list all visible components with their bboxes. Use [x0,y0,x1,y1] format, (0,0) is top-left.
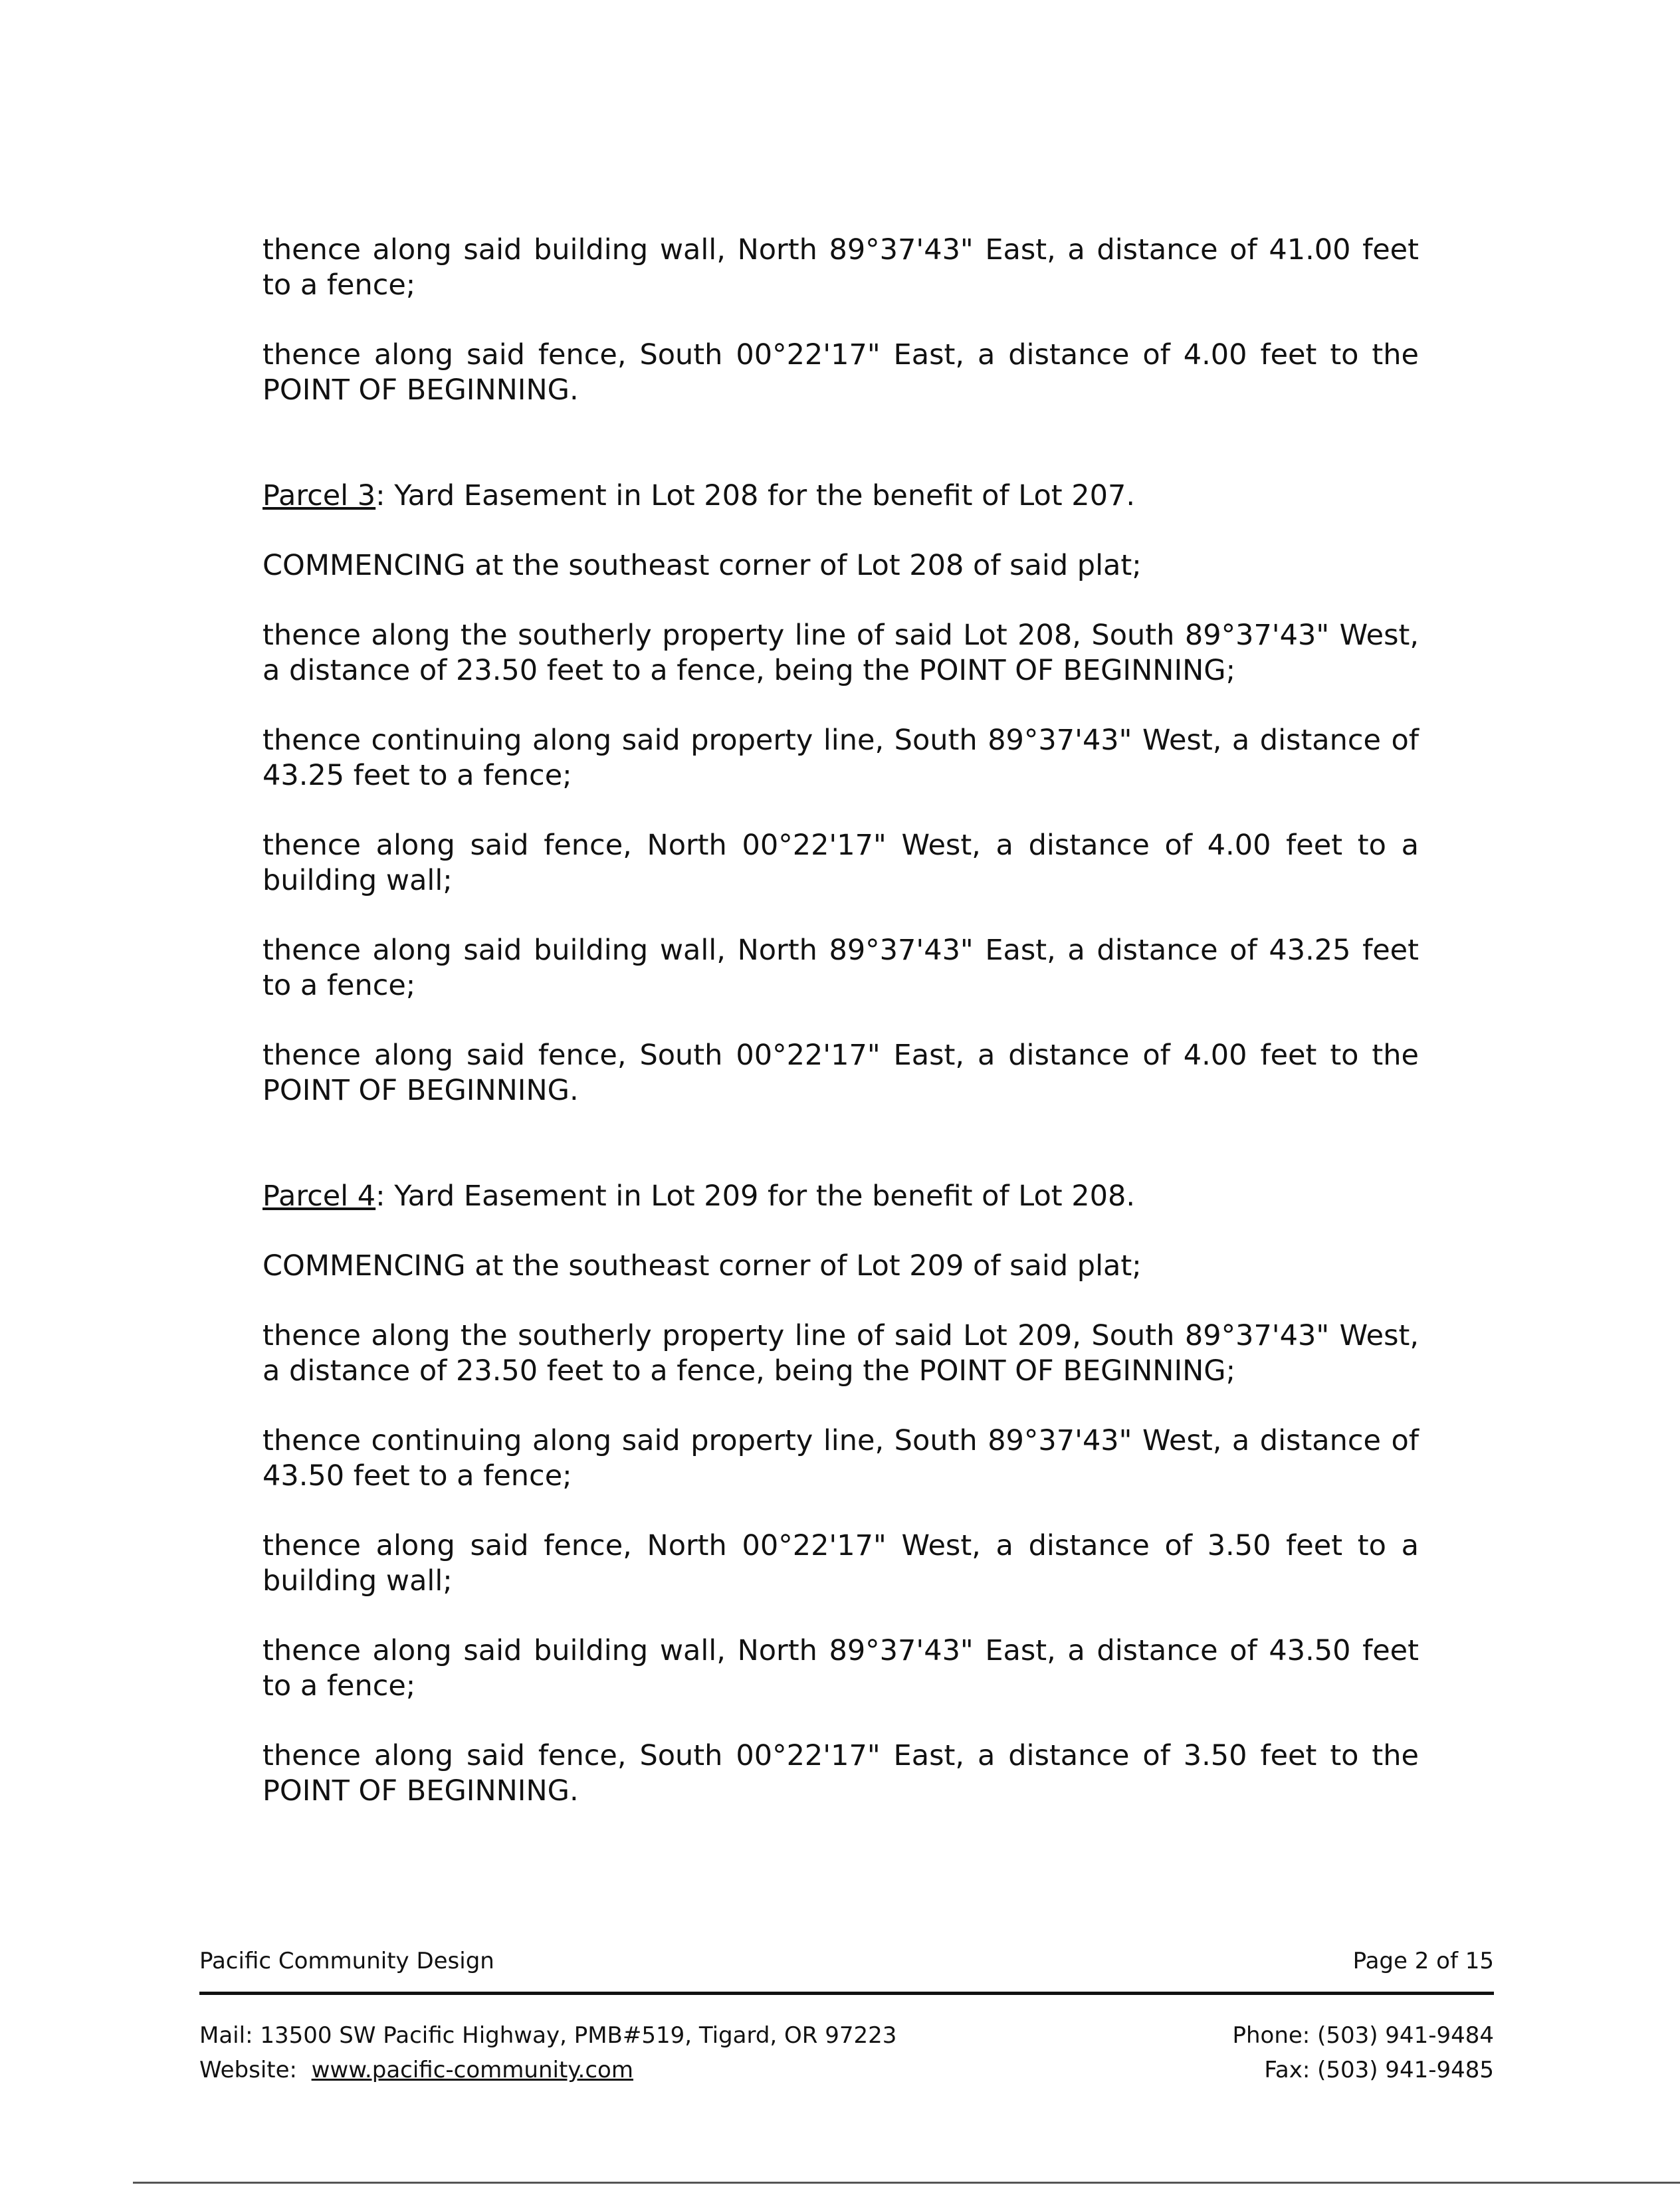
parcel-4-title: : Yard Easement in Lot 209 for the benefit of Lot 208. [375,1180,1136,1213]
paragraph: thence continuing along said property line, South 89°37'43" West, a distance of 43.25 feet to a fence; [262,724,1419,792]
parcel-3-heading [262,478,1419,514]
website-link[interactable]: www.pacific-community.com [311,2057,633,2083]
fax-number: Fax: (503) 941-9485 [1264,2057,1494,2083]
paragraph: COMMENCING at the southeast corner of Lot 209 of said plat; [262,1249,1142,1283]
page-edge-line [133,2182,1680,2184]
footer-right [1232,2018,1494,2087]
footer-divider [199,1992,1494,1995]
paragraph: thence along said building wall, North 89°37'43" East, a distance of 43.50 feet to a fence; [262,1634,1419,1703]
paragraph: thence along said fence, North 00°22'17" West, a distance of 4.00 feet to a building wall; [262,829,1419,897]
paragraph: thence along said building wall, North 89°37'43" East, a distance of 43.25 feet to a fence; [262,934,1419,1002]
footer-left [199,2018,896,2087]
parcel-4-label: Parcel 4 [262,1180,376,1213]
phone-number: Phone: (503) 941-9484 [1232,2022,1494,2049]
paragraph: thence along said fence, South 00°22'17" East, a distance of 4.00 feet to the POINT OF BEGINNING. [262,1039,1419,1107]
parcel-3-label: Parcel 3 [262,479,376,512]
document-body [262,233,1419,1809]
paragraph: thence along said building wall, North 89°37'43" East, a distance of 41.00 feet to a fence; [262,233,1419,302]
paragraph: thence along the southerly property line of said Lot 208, South 89°37'43" West, a distance of 23.50 feet to a fence, being the POINT OF BEGINNING; [262,619,1419,687]
paragraph: thence along said fence, North 00°22'17" West, a distance of 3.50 feet to a building wall; [262,1529,1419,1598]
parcel-3-title: : Yard Easement in Lot 208 for the benefit of Lot 207. [375,479,1136,512]
company-name: Pacific Community Design [199,1948,494,1974]
paragraph: thence along said fence, South 00°22'17" East, a distance of 4.00 feet to the POINT OF BEGINNING. [262,338,1419,407]
website-label: Website: [199,2057,297,2083]
paragraph: thence along said fence, South 00°22'17" East, a distance of 3.50 feet to the POINT OF BEGINNING. [262,1739,1419,1808]
paragraph: thence along the southerly property line of said Lot 209, South 89°37'43" West, a distance of 23.50 feet to a fence, being the POINT OF BEGINNING; [262,1319,1419,1388]
mail-address: Mail: 13500 SW Pacific Highway, PMB#519, Tigard, OR 97223 [199,2022,897,2049]
page-number: Page 2 of 15 [1352,1948,1494,1974]
footer-contact [199,2018,1494,2087]
parcel-4-heading [262,1179,1419,1214]
paragraph: COMMENCING at the southeast corner of Lot 208 of said plat; [262,549,1142,582]
footer-header [199,1944,1494,1978]
website-line [199,2053,896,2087]
paragraph: thence continuing along said property line, South 89°37'43" West, a distance of 43.50 feet to a fence; [262,1424,1419,1493]
